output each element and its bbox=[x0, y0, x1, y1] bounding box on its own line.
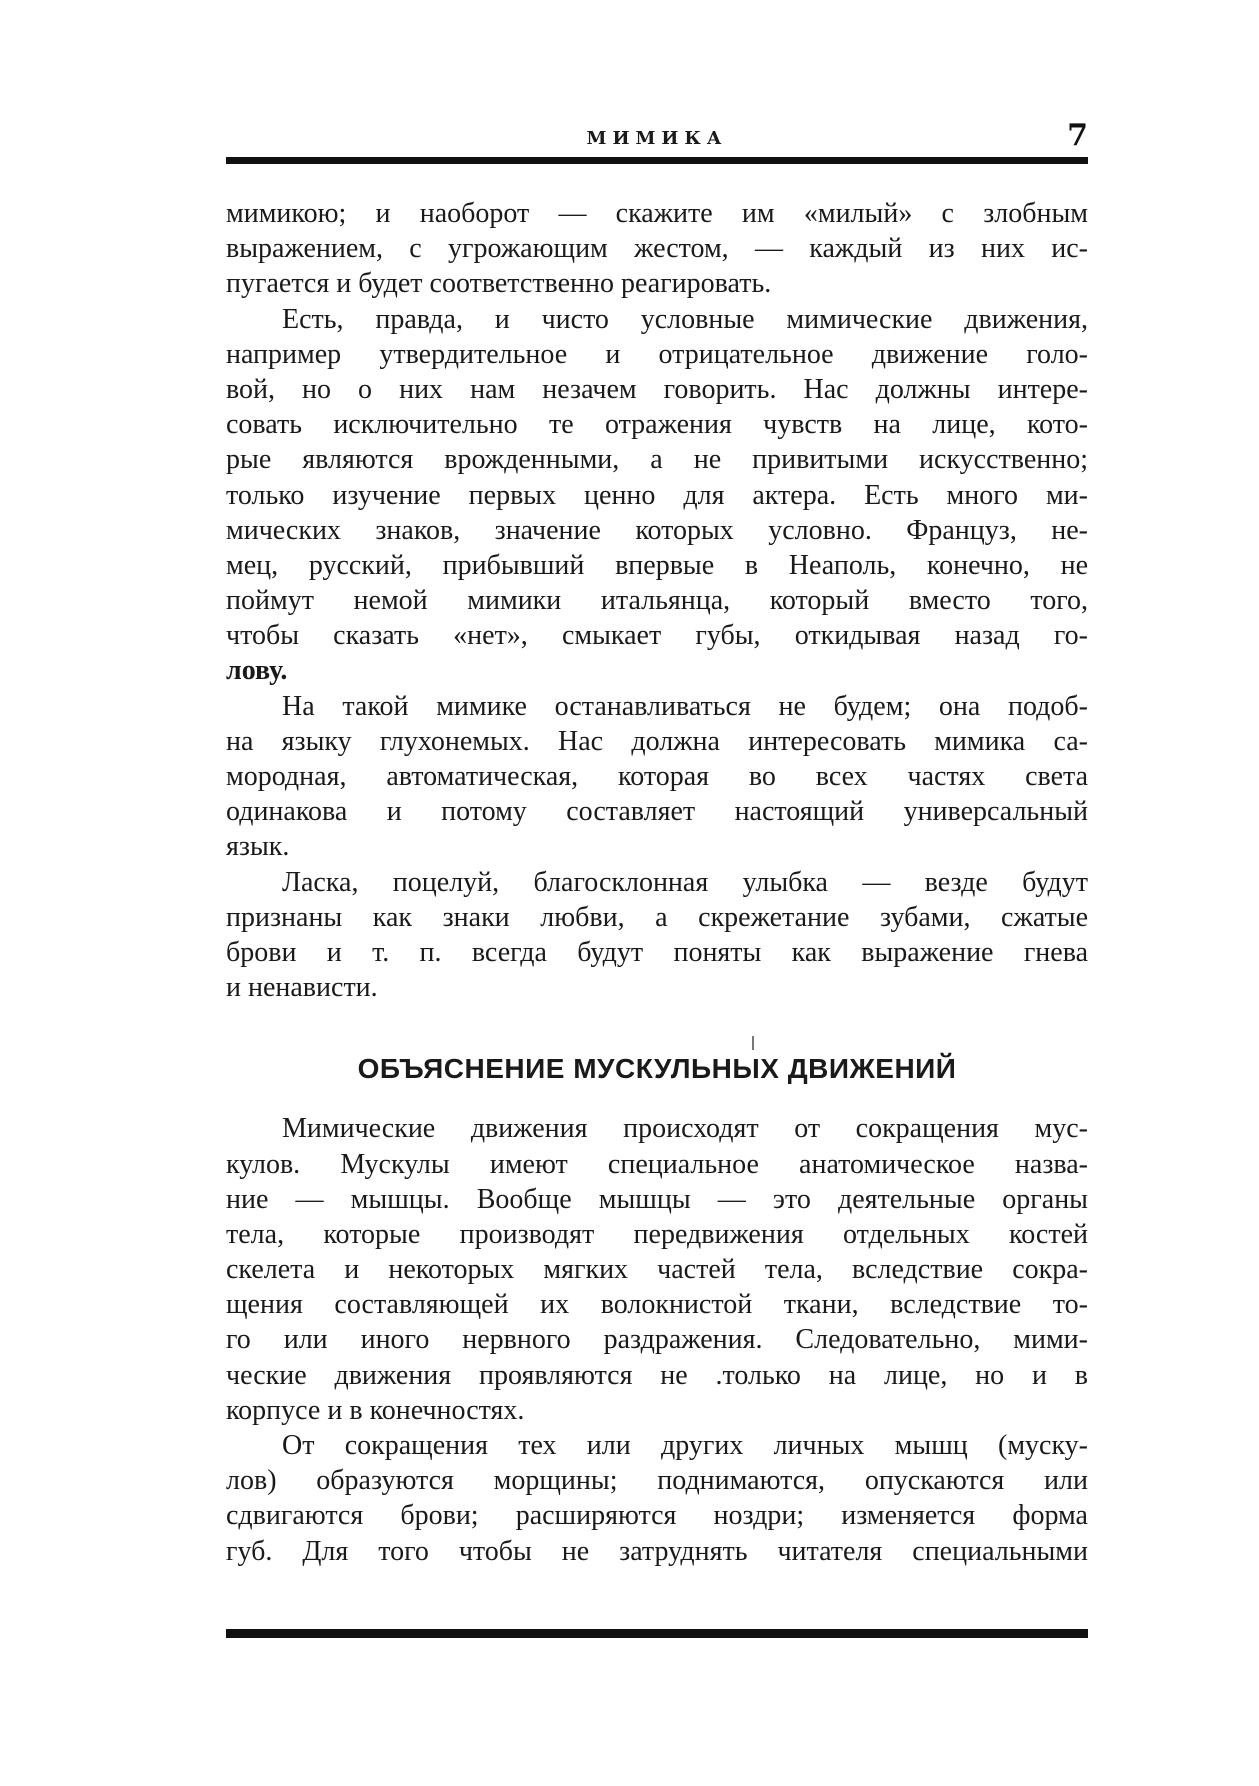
text-line: совать исключительно те отражения чувств на лице, кото- bbox=[226, 409, 1088, 441]
text-line: мец, русский, прибывший впервые в Неаполь, конечно, не bbox=[226, 549, 1088, 581]
paragraph-2 bbox=[226, 302, 1088, 689]
paragraph-4 bbox=[226, 865, 1088, 1006]
print-speck bbox=[752, 1036, 754, 1050]
text-line: брови и т. п. всегда будут поняты как выражение гнева bbox=[226, 936, 1088, 968]
top-rule bbox=[226, 157, 1088, 164]
text-line: рые являются врожденными, а не привитыми искусственно; bbox=[226, 444, 1088, 476]
text-line: Мимические движения происходят от сокращения мус- bbox=[282, 1113, 1088, 1145]
text-line: кулов. Мускулы имеют специальное анатомическое назва- bbox=[226, 1148, 1088, 1180]
text-line: вой, но о них нам незачем говорить. Нас должны интере- bbox=[226, 373, 1088, 405]
text-line: мических знаков, значение которых условно. Француз, не- bbox=[226, 514, 1088, 546]
text-line: щения составляющей их волокнистой ткани, вследствие то- bbox=[226, 1289, 1088, 1321]
running-head bbox=[226, 118, 1088, 158]
text-line: тела, которые производят передвижения отдельных костей bbox=[226, 1218, 1088, 1250]
text-line: го или иного нервного раздражения. Следовательно, мими- bbox=[226, 1324, 1088, 1356]
bottom-rule bbox=[226, 1629, 1088, 1638]
text-line: От сокращения тех или других личных мышц (муску- bbox=[282, 1430, 1088, 1461]
text-line: выражением, с угрожающим жестом, — каждый из них ис- bbox=[226, 233, 1088, 265]
text-line: мимикою; и наоборот — скажите им «милый» с злобным bbox=[226, 198, 1088, 229]
text-line: и ненависти. bbox=[226, 972, 378, 1004]
text-line: лову. bbox=[226, 655, 288, 687]
text-line: например утвердительное и отрицательное движение голо- bbox=[226, 338, 1088, 370]
text-line: На такой мимике останавливаться не будем; она подоб- bbox=[282, 690, 1088, 722]
text-line: корпусе и в конечностях. bbox=[226, 1394, 525, 1426]
text-line: сдвигаются брови; расширяются ноздри; изменяется форма bbox=[226, 1500, 1088, 1532]
paragraph-3 bbox=[226, 689, 1088, 865]
section-paragraph-2 bbox=[226, 1428, 1088, 1569]
text-line: поймут немой мимики итальянца, который вместо того, bbox=[226, 585, 1088, 617]
text-line: признаны как знаки любви, а скрежетание зубами, сжатые bbox=[226, 901, 1088, 933]
text-line: Есть, правда, и чисто условные мимические движения, bbox=[282, 303, 1088, 335]
body-text bbox=[226, 196, 1088, 1569]
text-line: скелета и некоторых мягких частей тела, вследствие сокра- bbox=[226, 1254, 1088, 1286]
page-number: 7 bbox=[1067, 118, 1088, 153]
text-line: мородная, автоматическая, которая во всех частях света bbox=[226, 761, 1088, 792]
text-line: только изучение первых ценно для актера. Есть много ми- bbox=[226, 479, 1088, 511]
text-line: на языку глухонемых. Нас должна интересовать мимика са- bbox=[226, 725, 1088, 757]
text-line: губ. Для того чтобы не затруднять читателя специальными bbox=[226, 1535, 1088, 1567]
text-line: чтобы сказать «нет», смыкает губы, откидывая назад го- bbox=[226, 620, 1088, 652]
text-line: ние — мышцы. Вообще мышцы — это деятельные органы bbox=[226, 1183, 1088, 1215]
text-line: лов) образуются морщины; поднимаются, опускаются или bbox=[226, 1465, 1088, 1497]
running-title: МИМИКА bbox=[586, 128, 728, 149]
text-line: одинакова и потому составляет настоящий универсальный bbox=[226, 796, 1088, 828]
paragraph-1 bbox=[226, 196, 1088, 302]
text-line: Ласка, поцелуй, благосклонная улыбка — везде будут bbox=[282, 866, 1088, 898]
text-line: язык. bbox=[226, 831, 290, 863]
section-paragraph-1 bbox=[226, 1111, 1088, 1428]
text-line: пугается и будет соответственно реагировать. bbox=[226, 268, 772, 300]
text-line: ческие движения проявляются не .только на лице, но и в bbox=[226, 1359, 1088, 1391]
section-heading: ОБЪЯСНЕНИЕ МУСКУЛЬНЫХ ДВИЖЕНИЙ bbox=[357, 1053, 957, 1085]
